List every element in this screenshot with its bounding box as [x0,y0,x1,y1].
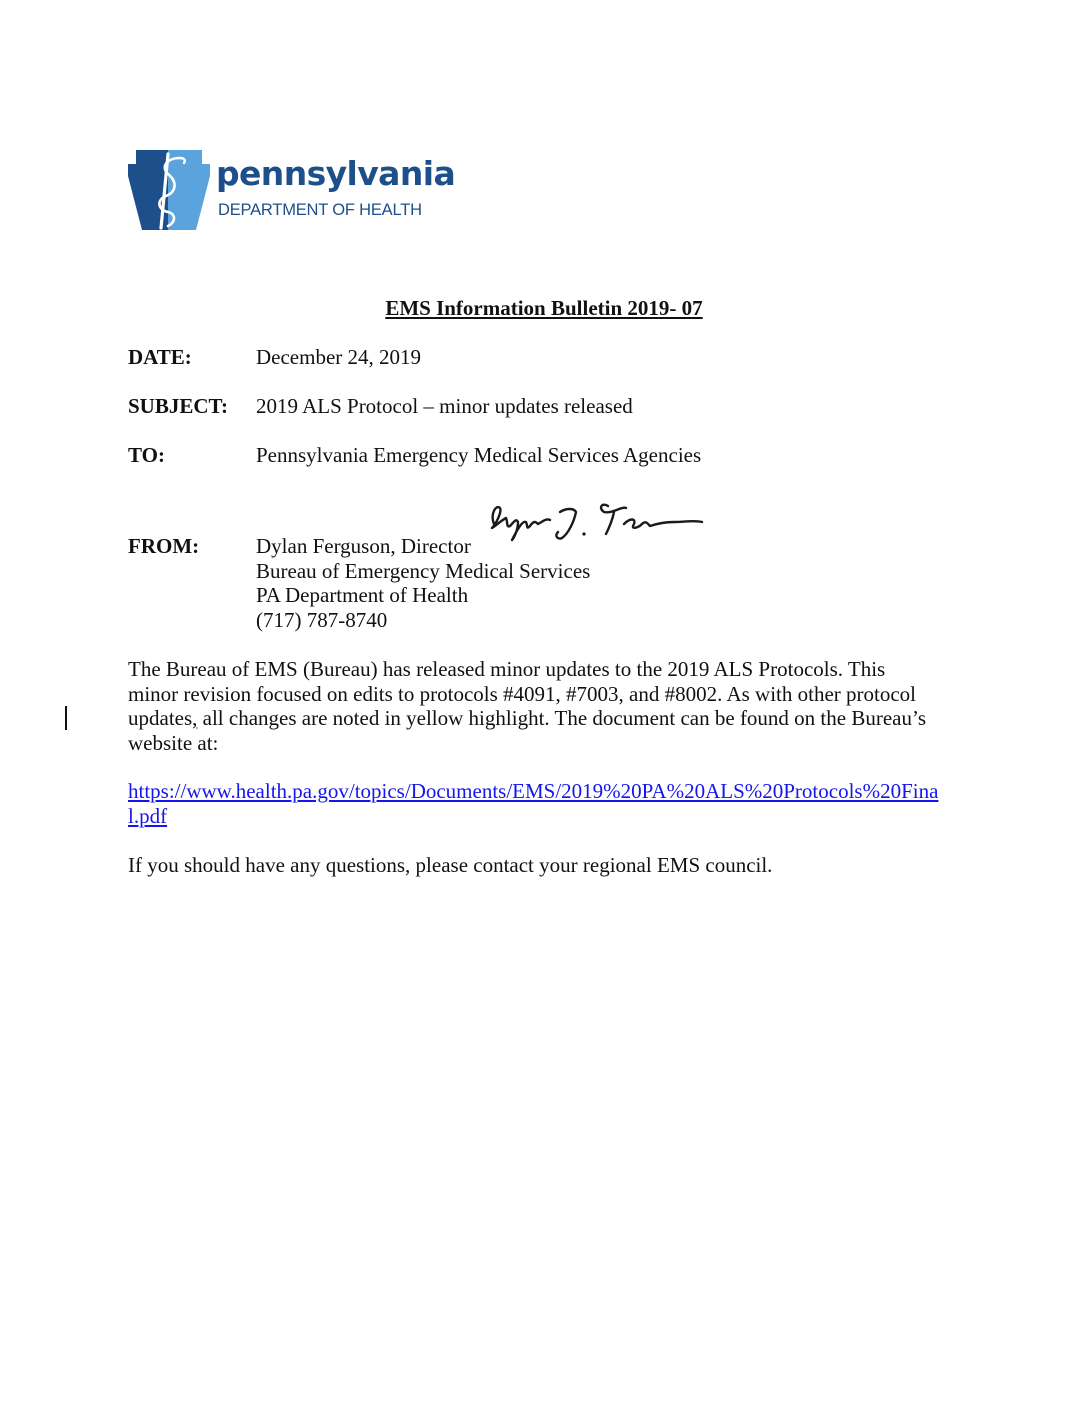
from-block [256,534,590,632]
from-name: Dylan Ferguson, Director [256,534,471,558]
date-label: DATE: [128,345,192,369]
protocols-link-line-1[interactable]: https://www.health.pa.gov/topics/Documents/EMS/2019%20PA%20ALS%20Protocols%20Fina [128,779,939,803]
subject-value: 2019 ALS Protocol – minor updates released [256,394,633,418]
to-value: Pennsylvania Emergency Medical Services Agencies [256,443,702,467]
from-department: PA Department of Health [256,583,469,607]
from-phone: (717) 787-8740 [256,607,388,632]
keystone-caduceus-icon [128,150,210,230]
body-line-3-start: updates [128,706,193,730]
pa-department-of-health-logo [128,148,458,232]
body-paragraph [128,657,960,755]
subject-label: SUBJECT: [128,394,228,418]
logo-subtitle: DEPARTMENT OF HEALTH [218,201,422,219]
revision-change-bar [65,706,67,730]
from-label: FROM: [128,534,200,558]
protocols-link[interactable] [128,779,938,829]
bulletin-title: EMS Information Bulletin 2019- 07 [385,296,703,320]
body-line-1: The Bureau of EMS (Bureau) has released minor updates to the 2019 ALS Protocols. This [128,657,886,681]
to-label: TO: [128,443,165,467]
logo-wordmark: pennsylvania [216,154,456,193]
body-line-3 [128,706,960,731]
protocols-link-line-2[interactable]: l.pdf [128,804,168,828]
date-value: December 24, 2019 [256,345,422,369]
body-line-4: website at: [128,730,219,755]
revision-mark: , [192,706,198,730]
closing-sentence: If you should have any questions, please contact your regional EMS council. [128,853,773,877]
body-line-3-end: all changes are noted in yellow highlight. The document can be found on the Bureau’s [197,706,926,730]
from-bureau: Bureau of Emergency Medical Services [256,558,591,583]
body-line-2: minor revision focused on edits to protocols #4091, #7003, and #8002. As with other protocol [128,681,916,706]
